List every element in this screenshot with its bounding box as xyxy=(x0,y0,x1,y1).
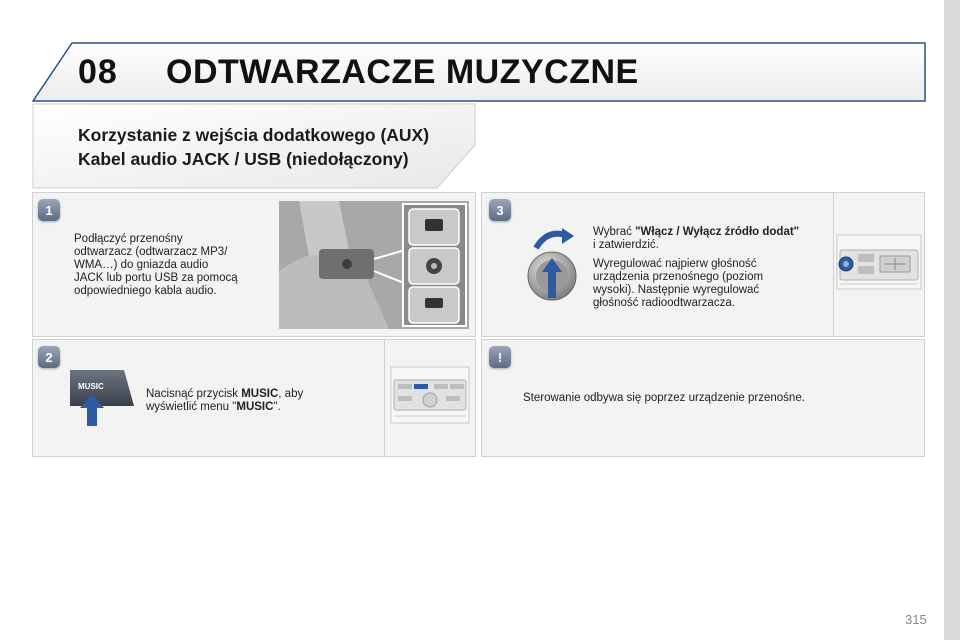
rotary-knob-icon xyxy=(522,222,582,304)
aux-socket-photo xyxy=(279,201,469,329)
step-1-badge: 1 xyxy=(38,199,60,221)
step-3-line2: i zatwierdzić. xyxy=(593,239,659,251)
page-number: 315 xyxy=(905,612,927,627)
radio-unit-illustration xyxy=(390,366,470,424)
subtitle-line-2: Kabel audio JACK / USB (niedołączony) xyxy=(78,149,409,169)
step-1-line: WMA…) do gniazda audio xyxy=(74,259,209,271)
step-3-text xyxy=(593,226,799,310)
step-3-para2-line: urządzenia przenośnego (poziom xyxy=(593,271,764,283)
step-2-line2-pre: wyświetlić menu " xyxy=(146,401,237,413)
step-1-line: odpowiedniego kabla audio. xyxy=(74,285,217,297)
subtitle-frame xyxy=(32,103,476,189)
step-2-badge: 2 xyxy=(38,346,60,368)
press-arrow-icon xyxy=(78,392,106,428)
subtitle-line-1: Korzystanie z wejścia dodatkowego (AUX) xyxy=(78,125,430,145)
step-3-para2-line: Wyregulować najpierw głośność xyxy=(593,258,757,270)
radio-panel-illustration xyxy=(836,234,922,290)
step-1-line: JACK lub portu USB za pomocą xyxy=(74,272,238,284)
step-2-text xyxy=(146,388,303,414)
step-3-pre: Wybrać xyxy=(593,226,636,238)
step-3-bold: "Włącz / Wyłącz źródło dodat" xyxy=(635,226,800,238)
step-2-bold: MUSIC xyxy=(241,388,279,400)
note-text: Sterowanie odbywa się poprzez urządzenie przenośne. xyxy=(523,392,805,404)
step-1-line: odtwarzacz (odtwarzacz MP3/ xyxy=(74,246,228,258)
panel-divider xyxy=(384,339,385,457)
step-3-para2-line: głośność radioodtwarzacza. xyxy=(593,297,735,309)
step-2-mid: , aby xyxy=(278,388,304,400)
warning-badge-icon: ! xyxy=(489,346,511,368)
step-3-badge: 3 xyxy=(489,199,511,221)
chapter-number: 08 xyxy=(78,53,118,91)
step-3-para2-line: wysoki). Następnie wyregulować xyxy=(593,284,760,296)
page-title: ODTWARZACZE MUZYCZNE xyxy=(166,53,639,91)
music-button-label: MUSIC xyxy=(78,382,104,391)
panel-divider xyxy=(833,192,834,337)
page-margin-strip xyxy=(944,0,960,640)
step-2-bold-2: MUSIC xyxy=(236,401,274,413)
step-2-line2-post: ". xyxy=(273,401,281,413)
section-subtitle xyxy=(32,103,476,189)
step-1-line: Podłączyć przenośny xyxy=(74,233,183,245)
chapter-header xyxy=(32,42,927,102)
car-console-illustration xyxy=(279,201,469,329)
step-2-pre: Nacisnąć przycisk xyxy=(146,388,242,400)
step-1-text xyxy=(74,233,238,298)
